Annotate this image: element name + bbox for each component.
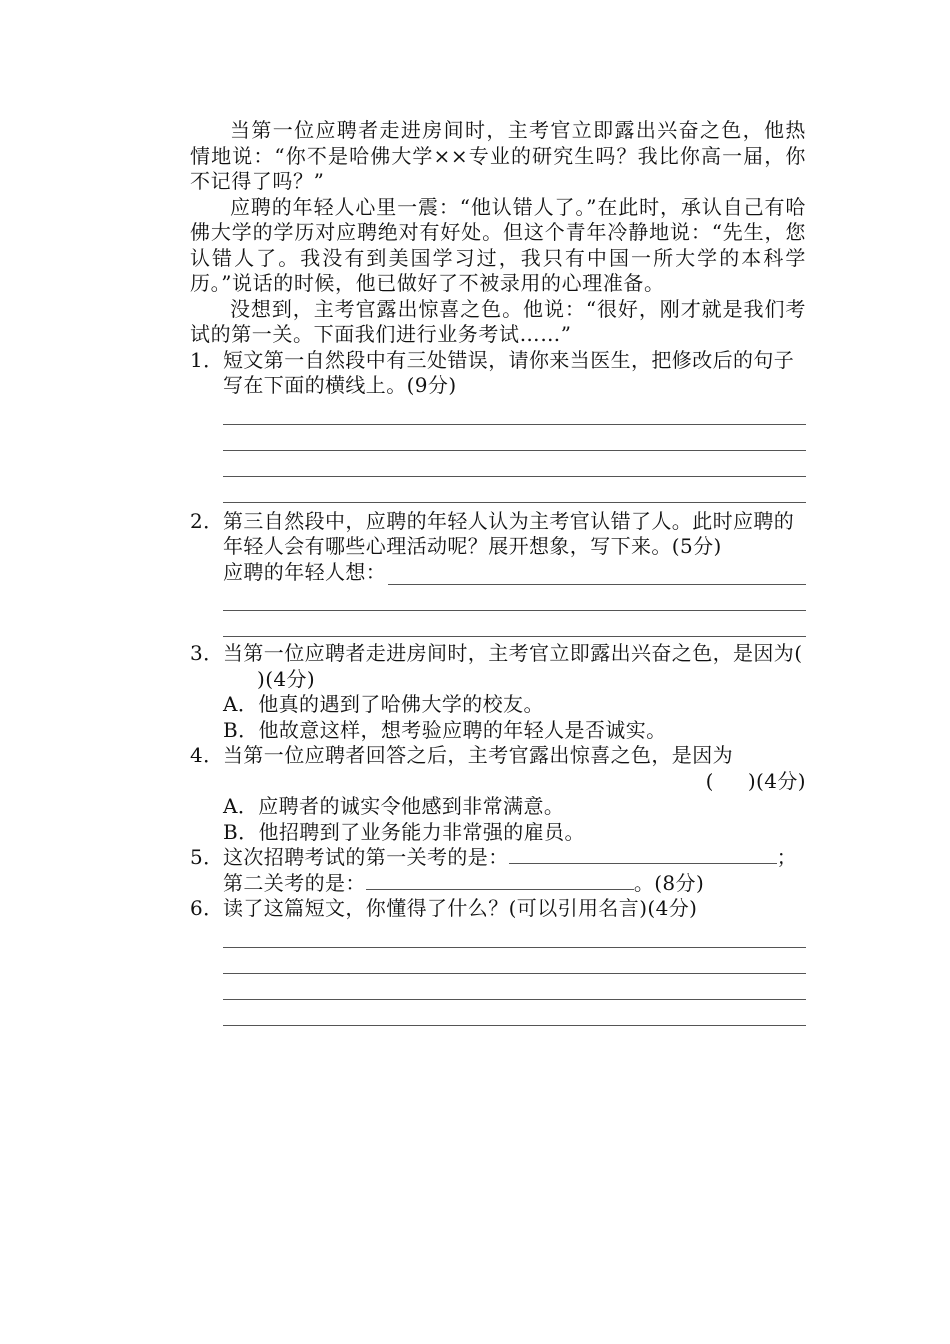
question-text: 读了这篇短文，你懂得了什么？(可以引用名言)(4分): [223, 896, 698, 920]
question-line-1: 这次招聘考试的第一关考的是： ；: [223, 845, 798, 869]
passage-paragraph-3: 没想到，主考官露出惊喜之色。他说：“很好，刚才就是我们考试的第一关。下面我们进行业务考试……”: [190, 296, 806, 346]
question-text: 第三自然段中，应聘的年轻人认为主考官认错了人。此时应聘的年轻人会有哪些心理活动呢？展开想象，写下来。(5分): [223, 508, 795, 558]
question-text: 当第一位应聘者走进房间时，主考官立即露出兴奋之色，是因为()(4分): [223, 641, 803, 691]
answer-line[interactable]: [388, 564, 806, 585]
question-text: 当第一位应聘者回答之后，主考官露出惊喜之色，是因为: [223, 743, 733, 767]
question-number: 3．: [190, 641, 224, 665]
answer-line[interactable]: [223, 611, 806, 637]
answer-blank[interactable]: [509, 845, 777, 864]
passage-paragraph-2: 应聘的年轻人心里一震：“他认错人了。”在此时，承认自己有哈佛大学的学历对应聘绝对有好处。但这个青年冷静地说：“先生，您认错人了。我没有到美国学习过，我只有中国一所大学的本科学历。”说话的时候，他已做好了不被录用的心理准备。: [190, 194, 806, 295]
question-5: [190, 845, 806, 896]
question-number: 4．: [190, 743, 224, 767]
answer-line[interactable]: [223, 1000, 806, 1026]
answer-prompt-row: [223, 560, 806, 586]
answer-line[interactable]: [223, 399, 806, 425]
answer-line[interactable]: [223, 585, 806, 611]
question-line-2: 第二关考的是： 。(8分): [223, 870, 705, 895]
answer-lines: [223, 922, 806, 1026]
answer-prompt: 应聘的年轻人想：: [223, 559, 387, 584]
answer-line[interactable]: [223, 451, 806, 477]
question-2: [190, 509, 806, 638]
option-b: B．他招聘到了业务能力非常强的雇员。: [223, 819, 585, 844]
answer-paren: ( )(4分): [705, 768, 806, 793]
answer-line[interactable]: [223, 948, 806, 974]
question-6: [190, 896, 806, 1026]
question-number: 2．: [190, 508, 224, 533]
answer-line[interactable]: [223, 477, 806, 503]
question-number: 5．: [190, 845, 224, 869]
question-4: [190, 743, 806, 845]
answer-line[interactable]: [223, 974, 806, 1000]
option-b: B．他故意这样，想考验应聘的年轻人是否诚实。: [223, 717, 667, 742]
answer-line[interactable]: [223, 922, 806, 948]
question-3: [190, 641, 806, 743]
passage-paragraph-1: 当第一位应聘者走进房间时，主考官立即露出兴奋之色，他热情地说：“你不是哈佛大学××专业的研究生吗？我比你高一届，你不记得了吗？”: [190, 118, 806, 193]
option-a: A．应聘者的诚实令他感到非常满意。: [223, 794, 565, 818]
answer-line[interactable]: [223, 425, 806, 451]
answer-lines: [223, 399, 806, 503]
question-number: 6．: [190, 896, 224, 920]
answer-blank[interactable]: [366, 871, 634, 890]
option-a: A．他真的遇到了哈佛大学的校友。: [223, 692, 544, 716]
question-text: 短文第一自然段中有三处错误，请你来当医生，把修改后的句子写在下面的横线上。(9分): [223, 347, 795, 397]
question-number: 1．: [190, 347, 224, 372]
worksheet: [190, 118, 806, 1026]
question-1: [190, 348, 806, 503]
